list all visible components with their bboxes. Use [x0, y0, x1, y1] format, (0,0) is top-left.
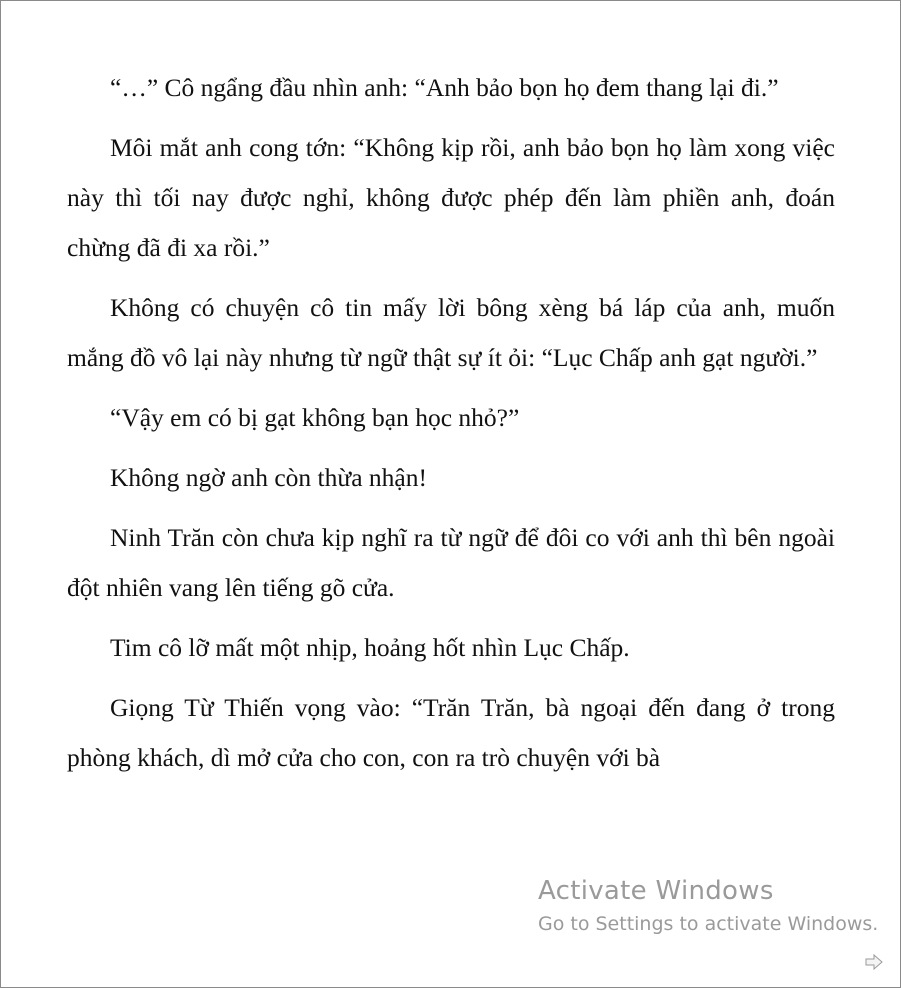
- document-body: [67, 63, 835, 793]
- paragraph: Tim cô lỡ mất một nhịp, hoảng hốt nhìn Lục Chấp.: [110, 633, 630, 662]
- watermark-subtitle: Go to Settings to activate Windows.: [538, 913, 879, 935]
- arrow-right-icon: [865, 954, 883, 970]
- paragraph: Không ngờ anh còn thừa nhận!: [110, 463, 427, 492]
- activate-windows-watermark: [538, 873, 878, 939]
- paragraph: “…” Cô ngẩng đầu nhìn anh: “Anh bảo bọn họ đem thang lại đi.”: [110, 73, 779, 102]
- paragraph: Môi mắt anh cong tớn: “Không kịp rồi, anh bảo bọn họ làm xong việc này thì tối nay được nghỉ, không được phép đến làm phiền anh, đoán chừng đã đi xa rồi.”: [67, 133, 835, 262]
- paragraph: Giọng Từ Thiến vọng vào: “Trăn Trăn, bà ngoại đến đang ở trong phòng khách, dì mở cửa cho con, con ra trò chuyện với bà: [67, 693, 835, 772]
- paragraph: Không có chuyện cô tin mấy lời bông xèng bá láp của anh, muốn mắng đồ vô lại này nhưng từ ngữ thật sự ít ỏi: “Lục Chấp anh gạt người.”: [67, 293, 835, 372]
- paragraph: Ninh Trăn còn chưa kịp nghĩ ra từ ngữ để đôi co với anh thì bên ngoài đột nhiên vang lên tiếng gõ cửa.: [67, 523, 835, 602]
- watermark-title: Activate Windows: [538, 876, 774, 906]
- paragraph: “Vậy em có bị gạt không bạn học nhỏ?”: [110, 403, 520, 432]
